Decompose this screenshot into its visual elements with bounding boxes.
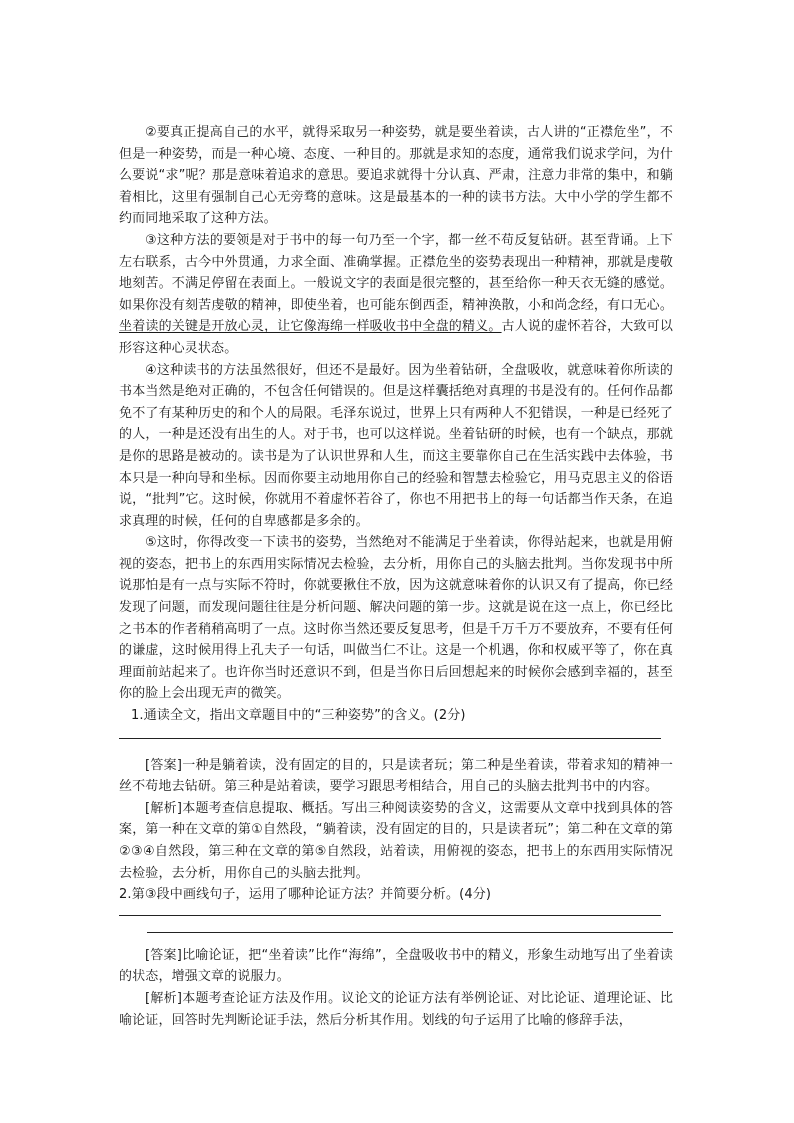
paragraph-3-part-a: ③这种方法的要领是对于书中的每一句乃至一个字，都一丝不苟反复钻研。甚至背诵。上下左右联系，古今中外贯通，力求全面、准确掌握。正襟危坐的姿势表现出一种精神，那就是虔敬地刻苦。不满足停留在表面上。一般说文字的表面是很完整的，甚至给你一种天衣无缝的感觉。如果你没有刻苦虔敬的精神，即使坐着，也可能东倒西歪，精神涣散，小和尚念经，有口无心。 [119, 232, 673, 313]
question-1-answer: [答案]一种是躺着读，没有固定的目的，只是读者玩；第二种是坐着读，带着求知的精神一丝不苟地去钻研。第三种是站着读，要学习跟思考相结合，用自己的头脑去批判书中的内容。 [119, 757, 673, 795]
text-column [119, 122, 673, 1031]
question-2-analysis: [解析]本题考查论证方法及作用。议论文的论证方法有举例论证、对比论证、道理论证、比喻论证，回答时先判断论证手法，然后分析其作用。划线的句子运用了比喻的修辞手法， [119, 990, 673, 1028]
paragraph-4: ④这种读书的方法虽然很好，但还不是最好。因为坐着钻研，全盘吸收，就意味着你所读的书本当然是绝对正确的，不包含任何错误的。但是这样囊括绝对真理的书是没有的。任何作品都免不了有某种历史的和个人的局限。毛泽东说过，世界上只有两种人不犯错误，一种是已经死了的人，一种是还没有出生的人。对于书，也可以这样说。坐着钻研的时候，也有一个缺点，那就是你的思路是被动的。读书是为了认识世界和人生，而这主要靠你自己在生活实践中去体验，书本只是一种向导和坐标。因而你要主动地用你自己的经验和智慧去检验它，用马克思主义的俗语说，“批判”它。这时候，你就用不着虚怀若谷了，你也不用把书上的每一句话都当作天条，在追求真理的时候，任何的自卑感都是多余的。 [119, 362, 673, 529]
paragraph-3 [119, 230, 673, 360]
paragraph-3-part-b: 古人说的虚怀若谷，大致可以形容这种心灵状态。 [119, 319, 673, 356]
question-2-answer: [答案]比喻论证，把“坐着读”比作“海绵”，全盘吸收书中的精义，形象生动地写出了坐着读的状态，增强文章的说服力。 [119, 947, 673, 985]
question-1-prompt: 1.通读全文，指出文章题目中的“三种姿势”的含义。(2分) [131, 708, 466, 724]
answer-line [119, 738, 661, 739]
answer-line [119, 915, 661, 916]
question-2-prompt: 2.第③段中画线句子，运用了哪种论证方法？并简要分析。(4分) [119, 887, 492, 903]
answer-line [147, 932, 673, 933]
underlined-sentence: 坐着读的关键是开放心灵，让它像海绵一样吸收书中全盘的精义。 [119, 319, 502, 335]
paragraph-2: ②要真正提高自己的水平，就得采取另一种姿势，就是要坐着读，古人讲的“正襟危坐”，不但是一种姿势，而是一种心境、态度、一种目的。那就是求知的态度，通常我们说求学问，为什么要说“求”呢？那是意味着追求的意思。要追求就得十分认真、严肃，注意力非常的集中，和躺着相比，这里有强制自己心无旁骛的意味。这是最基本的一种的读书方法。大中小学的学生都不约而同地采取了这种方法。 [119, 125, 673, 227]
paragraph-5: ⑤这时，你得改变一下读书的姿势，当然绝对不能满足于坐着读，你得站起来，也就是用俯视的姿态，把书上的东西用实际情况去检验，去分析，用你自己的头脑去批判。当你发现书中所说那怕是有一点与实际不符时，你就要揪住不放，因为这就意味着你的认识又有了提高，你已经发现了问题，而发现问题往往是分析问题、解决问题的第一步。这就是说在这一点上，你已经比之书本的作者稍稍高明了一点。这时你当然还要反复思考，但是千万千万不要放弃，不要有任何的谦虚，这时候用得上孔夫子一句话，叫做当仁不让。这是一个机遇，你和权威平等了，你在真理面前站起来了。也许你当时还意识不到，但是当你日后回想起来的时候你会感到幸福的，甚至你的脸上会出现无声的微笑。 [119, 535, 673, 702]
question-1-analysis: [解析]本题考查信息提取、概括。写出三种阅读姿势的含义，这需要从文章中找到具体的答案，第一种在文章的第①自然段，“躺着读，没有固定的目的，只是读者玩”；第二种在文章的第②③④自然段，第三种在文章的第⑤自然段，站着读，用俯视的姿态，把书上的东西用实际情况去检验，去分析，用你自己的头脑去批判。 [119, 800, 673, 881]
